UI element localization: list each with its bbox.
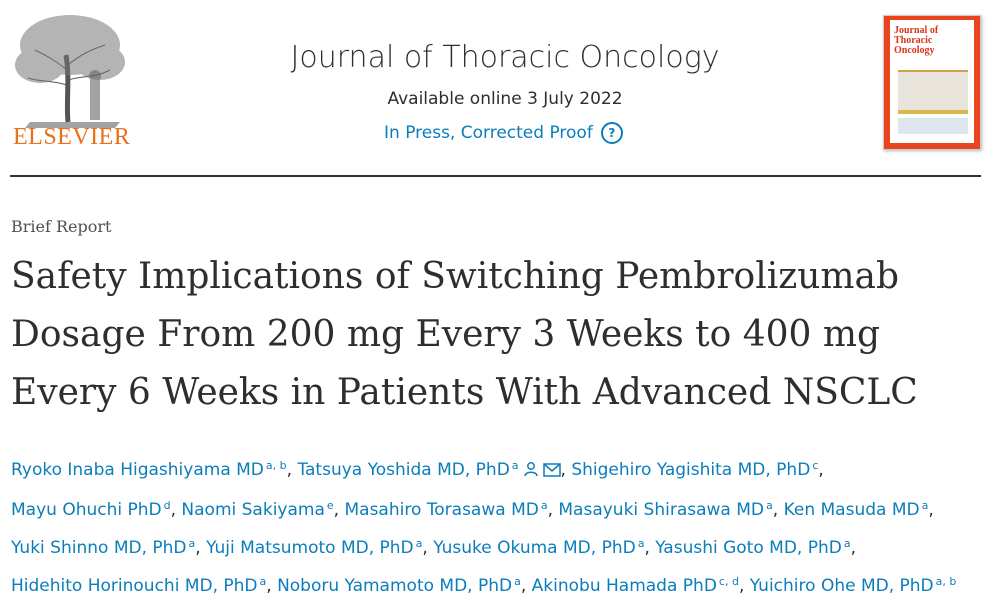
author-separator: , — [547, 500, 559, 520]
help-icon[interactable]: ? — [601, 122, 623, 144]
author-item[interactable] — [277, 576, 521, 596]
author-item[interactable] — [181, 500, 333, 520]
article-type: Brief Report — [11, 217, 112, 236]
author-item[interactable] — [297, 460, 560, 480]
author-separator: , — [286, 460, 298, 480]
author-name[interactable]: Ryoko Inaba Higashiyama MD — [11, 460, 264, 480]
author-affiliation[interactable]: a — [259, 575, 267, 588]
author-name[interactable]: Masahiro Torasawa MD — [344, 500, 539, 520]
author-item[interactable] — [750, 576, 957, 596]
author-separator: , — [850, 538, 856, 558]
author-name[interactable]: Yuji Matsumoto MD, PhD — [206, 538, 414, 558]
author-affiliation[interactable]: a — [415, 537, 423, 550]
author-affiliation[interactable]: d — [163, 499, 171, 512]
cover-band — [898, 110, 968, 114]
availability-date: Available online 3 July 2022 — [387, 89, 623, 109]
author-list — [11, 449, 986, 603]
author-separator: , — [644, 538, 656, 558]
author-affiliation[interactable]: a — [921, 499, 929, 512]
author-name[interactable]: Masayuki Shirasawa MD — [558, 500, 765, 520]
author-separator: , — [560, 460, 572, 480]
author-name[interactable]: Mayu Ohuchi PhD — [11, 500, 162, 520]
author-affiliation[interactable]: c — [812, 459, 819, 472]
author-name[interactable]: Shigehiro Yagishita MD, PhD — [571, 460, 811, 480]
author-affiliation[interactable]: c, d — [718, 575, 739, 588]
author-affiliation[interactable]: a — [637, 537, 645, 550]
author-affiliation[interactable]: e — [326, 499, 334, 512]
envelope-icon[interactable] — [543, 456, 561, 489]
journal-header — [0, 0, 998, 178]
journal-cover-thumbnail[interactable] — [883, 15, 981, 150]
author-affiliation[interactable]: a — [188, 537, 196, 550]
author-name[interactable]: Noboru Yamamoto MD, PhD — [277, 576, 513, 596]
author-name[interactable]: Yuichiro Ohe MD, PhD — [749, 576, 934, 596]
author-item[interactable] — [11, 500, 171, 520]
author-separator: , — [333, 500, 345, 520]
author-item[interactable] — [433, 538, 644, 558]
author-item[interactable] — [11, 576, 266, 596]
elsevier-wordmark[interactable]: ELSEVIER — [13, 124, 131, 150]
author-separator: , — [170, 500, 182, 520]
author-item[interactable] — [11, 460, 287, 480]
cover-figure — [898, 70, 968, 110]
article-title: Safety Implications of Switching Pembrolizumab Dosage From 200 mg Every 3 Weeks to 400 mg Every 6 Weeks in Patients With Advanced NSCLC — [11, 256, 918, 413]
author-affiliation[interactable]: a, b — [935, 575, 957, 588]
author-name[interactable]: Yusuke Okuma MD, PhD — [433, 538, 636, 558]
author-name[interactable]: Yuki Shinno MD, PhD — [11, 538, 187, 558]
person-icon[interactable] — [523, 456, 539, 489]
author-name[interactable]: Akinobu Hamada PhD — [531, 576, 717, 596]
author-affiliation[interactable]: a — [511, 459, 519, 472]
author-item[interactable] — [344, 500, 547, 520]
author-item[interactable] — [571, 460, 818, 480]
author-name[interactable]: Yasushi Goto MD, PhD — [655, 538, 842, 558]
author-affiliation[interactable]: a — [766, 499, 773, 512]
author-item[interactable] — [784, 500, 929, 520]
author-separator: , — [818, 460, 824, 480]
author-item[interactable] — [11, 538, 195, 558]
journal-title-link[interactable]: Journal of Thoracic Oncology — [290, 40, 720, 75]
author-separator: , — [928, 500, 934, 520]
cover-title: Journal of Thoracic Oncology — [894, 25, 939, 56]
cover-text-block — [898, 118, 968, 134]
author-name[interactable]: Naomi Sakiyama — [181, 500, 325, 520]
author-separator: , — [520, 576, 532, 596]
author-separator: , — [772, 500, 784, 520]
author-name[interactable]: Tatsuya Yoshida MD, PhD — [297, 460, 510, 480]
author-item[interactable] — [655, 538, 850, 558]
header-divider — [10, 175, 981, 177]
author-item[interactable] — [206, 538, 422, 558]
status-label[interactable]: In Press, Corrected Proof — [384, 123, 593, 143]
author-name[interactable]: Hidehito Horinouchi MD, PhD — [11, 576, 258, 596]
author-name[interactable]: Ken Masuda MD — [783, 500, 920, 520]
author-separator: , — [738, 576, 750, 596]
author-item[interactable] — [558, 500, 772, 520]
author-affiliation[interactable]: a — [843, 537, 851, 550]
cover-page — [890, 20, 974, 143]
author-separator: , — [195, 538, 207, 558]
author-separator: , — [266, 576, 278, 596]
article-status — [384, 122, 623, 144]
author-item[interactable] — [532, 576, 739, 596]
author-separator: , — [422, 538, 434, 558]
author-affiliation[interactable]: a, b — [265, 459, 287, 472]
author-affiliation[interactable]: a — [514, 575, 521, 588]
author-affiliation[interactable]: a — [540, 499, 548, 512]
